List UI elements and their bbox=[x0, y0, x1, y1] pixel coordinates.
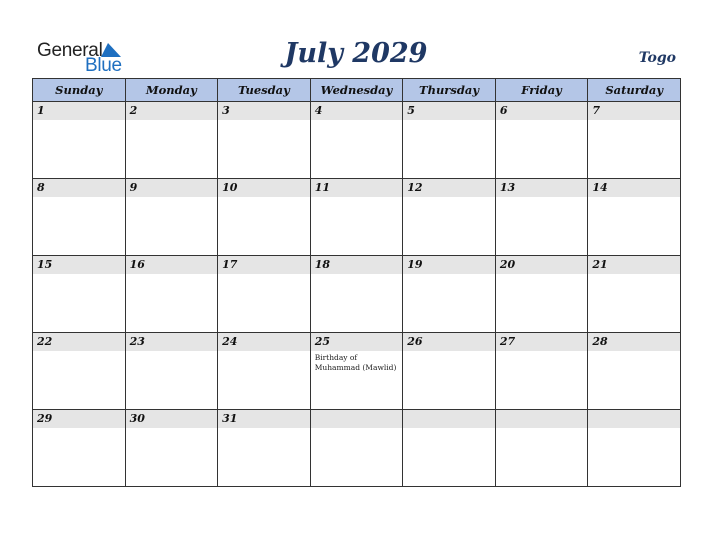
day-number: 18 bbox=[311, 256, 403, 274]
day-cell bbox=[310, 102, 403, 179]
day-cell bbox=[403, 333, 496, 410]
day-cell bbox=[125, 333, 218, 410]
weekday-header: Wednesday bbox=[310, 79, 403, 102]
day-number bbox=[588, 410, 680, 428]
weekday-header: Tuesday bbox=[218, 79, 311, 102]
day-number: 5 bbox=[403, 102, 495, 120]
day-cell bbox=[218, 256, 311, 333]
day-cell bbox=[310, 179, 403, 256]
day-cell bbox=[33, 102, 126, 179]
day-number: 31 bbox=[218, 410, 310, 428]
day-number: 24 bbox=[218, 333, 310, 351]
day-number: 20 bbox=[496, 256, 588, 274]
week-row bbox=[33, 179, 681, 256]
day-cell bbox=[33, 179, 126, 256]
day-cell bbox=[403, 102, 496, 179]
calendar-title: July 2029 bbox=[284, 38, 428, 69]
day-number: 7 bbox=[588, 102, 680, 120]
weekday-header-row bbox=[33, 79, 681, 102]
day-number bbox=[311, 410, 403, 428]
day-number: 21 bbox=[588, 256, 680, 274]
day-cell bbox=[33, 410, 126, 487]
logo-general-text: General bbox=[37, 40, 103, 61]
day-cell bbox=[495, 256, 588, 333]
holiday-event: Birthday of Muhammad (Mawlid) bbox=[314, 353, 397, 372]
day-number: 22 bbox=[33, 333, 125, 351]
day-number: 13 bbox=[496, 179, 588, 197]
day-cell bbox=[403, 256, 496, 333]
day-cell bbox=[495, 333, 588, 410]
day-number: 30 bbox=[126, 410, 218, 428]
day-number: 15 bbox=[33, 256, 125, 274]
day-number: 25 bbox=[311, 333, 403, 351]
day-cell bbox=[310, 256, 403, 333]
country-label: Togo bbox=[638, 50, 676, 66]
week-row bbox=[33, 102, 681, 179]
day-number: 29 bbox=[33, 410, 125, 428]
day-number: 28 bbox=[588, 333, 680, 351]
day-number: 11 bbox=[311, 179, 403, 197]
day-cell bbox=[33, 256, 126, 333]
day-cell bbox=[33, 333, 126, 410]
day-number: 9 bbox=[126, 179, 218, 197]
day-cell bbox=[495, 102, 588, 179]
day-cell bbox=[588, 333, 681, 410]
day-number: 2 bbox=[126, 102, 218, 120]
day-cell bbox=[310, 410, 403, 487]
day-cell bbox=[125, 179, 218, 256]
week-row bbox=[33, 256, 681, 333]
day-cell bbox=[218, 102, 311, 179]
weekday-header: Thursday bbox=[403, 79, 496, 102]
day-number: 23 bbox=[126, 333, 218, 351]
week-row bbox=[33, 410, 681, 487]
day-cell bbox=[495, 179, 588, 256]
day-cell bbox=[218, 333, 311, 410]
weekday-header: Friday bbox=[495, 79, 588, 102]
day-number: 8 bbox=[33, 179, 125, 197]
day-cell bbox=[310, 333, 403, 410]
day-number: 27 bbox=[496, 333, 588, 351]
day-cell bbox=[588, 256, 681, 333]
day-number: 16 bbox=[126, 256, 218, 274]
day-cell bbox=[495, 410, 588, 487]
day-cell bbox=[588, 102, 681, 179]
day-cell bbox=[125, 410, 218, 487]
weekday-header: Monday bbox=[125, 79, 218, 102]
weekday-header: Saturday bbox=[588, 79, 681, 102]
day-number: 6 bbox=[496, 102, 588, 120]
day-number: 19 bbox=[403, 256, 495, 274]
calendar-grid bbox=[32, 78, 681, 487]
day-number: 3 bbox=[218, 102, 310, 120]
day-cell bbox=[125, 256, 218, 333]
day-number: 17 bbox=[218, 256, 310, 274]
day-number: 26 bbox=[403, 333, 495, 351]
week-row bbox=[33, 333, 681, 410]
weekday-header: Sunday bbox=[33, 79, 126, 102]
day-number bbox=[496, 410, 588, 428]
day-cell bbox=[218, 410, 311, 487]
day-number: 10 bbox=[218, 179, 310, 197]
day-number: 1 bbox=[33, 102, 125, 120]
day-cell bbox=[588, 179, 681, 256]
day-number bbox=[403, 410, 495, 428]
day-cell bbox=[588, 410, 681, 487]
day-number: 14 bbox=[588, 179, 680, 197]
logo-blue-text: Blue bbox=[85, 55, 122, 76]
day-number: 4 bbox=[311, 102, 403, 120]
day-number: 12 bbox=[403, 179, 495, 197]
day-cell bbox=[403, 179, 496, 256]
day-cell bbox=[125, 102, 218, 179]
day-cell bbox=[218, 179, 311, 256]
day-cell bbox=[403, 410, 496, 487]
